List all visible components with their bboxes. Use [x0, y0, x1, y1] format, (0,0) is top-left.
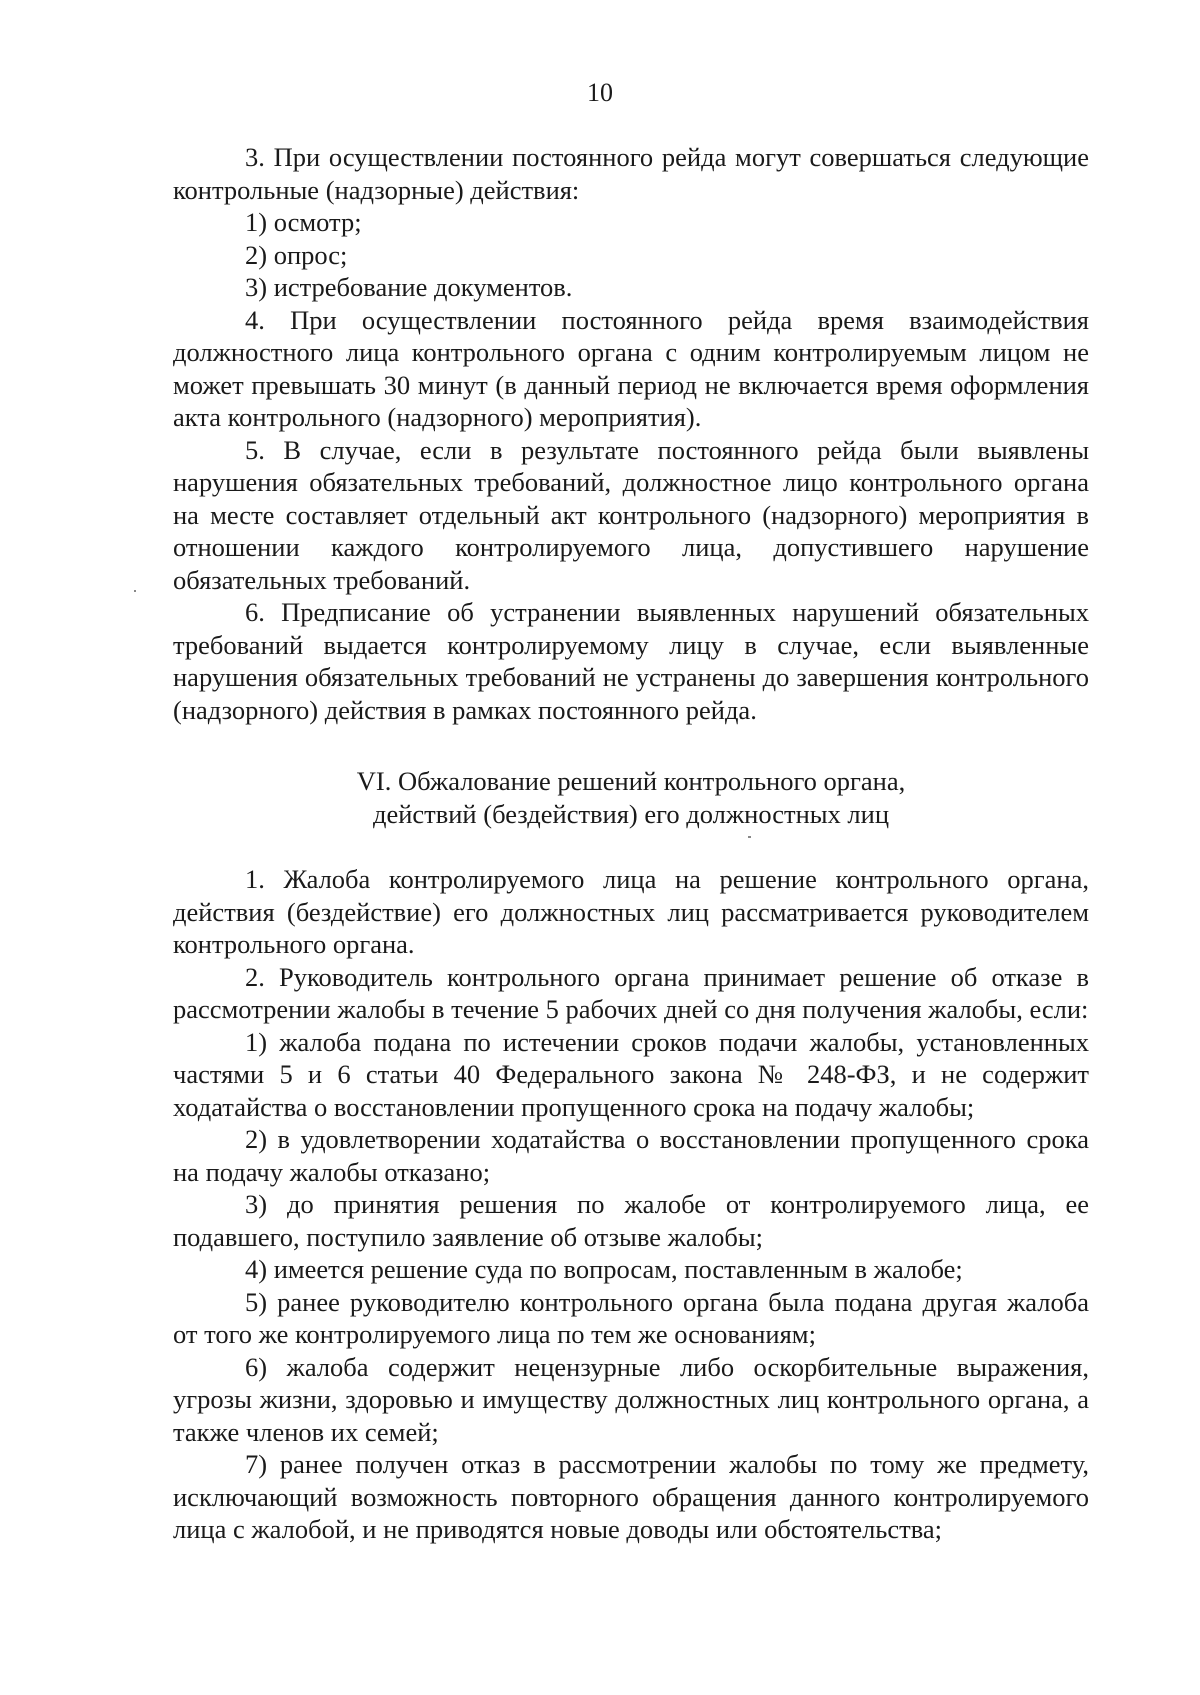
list-item-ground-5: 5) ранее руководителю контрольного органа была подана другая жалоба от того же контролируемого лица по тем же основаниям; [173, 1286, 1089, 1349]
list-item-ground-4: 4) имеется решение суда по вопросам, поставленным в жалобе; [245, 1254, 963, 1284]
section-heading-line-2: действий (бездействия) его должностных лиц [372, 798, 890, 829]
page-number: 10 [587, 78, 613, 107]
paragraph-item-6: 6. Предписание об устранении выявленных нарушений обязательных требований выдается контролируемому лицу в случае, если выявленные нарушения обязательных требований не устранены до завершения контрольного (надзорного) действия в рамках постоянного рейда. [173, 597, 1089, 725]
scan-artifact-mark [748, 836, 751, 838]
scan-artifact-mark [134, 590, 136, 592]
body-text-lower [173, 863, 1089, 1546]
list-item-inspection: 1) осмотр; [245, 207, 362, 237]
paragraph-complaint-1: 1. Жалоба контролируемого лица на решение контрольного органа, действия (бездействие) его должностных лиц рассматривается руководителем контрольного органа. [173, 864, 1089, 959]
list-item-ground-1: 1) жалоба подана по истечении сроков подачи жалобы, установленных частями 5 и 6 статьи 40 Федерального закона № 248-ФЗ, и не содержит ходатайства о восстановлении пропущенного срока на подачу жалобы; [173, 1026, 1089, 1122]
body-text-upper [173, 141, 1089, 726]
list-item-ground-6: 6) жалоба содержит нецензурные либо оскорбительные выражения, угрозы жизни, здоровью и имуществу должностных лиц контрольного органа, а также членов их семей; [173, 1351, 1089, 1447]
list-item-document-request: 3) истребование документов. [245, 272, 573, 302]
paragraph-complaint-2: 2. Руководитель контрольного органа принимает решение об отказе в рассмотрении жалобы в течение 5 рабочих дней со дня получения жалобы, если: [173, 961, 1089, 1024]
list-item-ground-7: 7) ранее получен отказ в рассмотрении жалобы по тому же предмету, исключающий возможность повторного обращения данного контролируемого лица с жалобой, и не приводятся новые доводы или обстоятельства; [173, 1449, 1089, 1544]
list-item-survey: 2) опрос; [245, 239, 348, 270]
list-item-ground-2: 2) в удовлетворении ходатайства о восстановлении пропущенного срока на подачу жалобы отказано; [173, 1124, 1089, 1187]
paragraph-item-3: 3. При осуществлении постоянного рейда могут совершаться следующие контрольные (надзорные) действия: [173, 142, 1089, 205]
paragraph-item-5: 5. В случае, если в результате постоянного рейда были выявлены нарушения обязательных требований, должностное лицо контрольного органа на месте составляет отдельный акт контрольного (надзорного) мероприятия в отношении каждого контролируемого лица, допустившего нарушение обязательных требований. [173, 434, 1089, 595]
list-item-ground-3: 3) до принятия решения по жалобе от контролируемого лица, ее подавшего, поступило заявление об отзыве жалобы; [173, 1189, 1089, 1252]
section-heading-line-1: VI. Обжалование решений контрольного органа, [356, 766, 906, 796]
section-heading [173, 765, 1089, 830]
paragraph-item-4: 4. При осуществлении постоянного рейда время взаимодействия должностного лица контрольного органа с одним контролируемым лицом не может превышать 30 минут (в данный период не включается время оформления акта контрольного (надзорного) мероприятия). [173, 304, 1089, 432]
